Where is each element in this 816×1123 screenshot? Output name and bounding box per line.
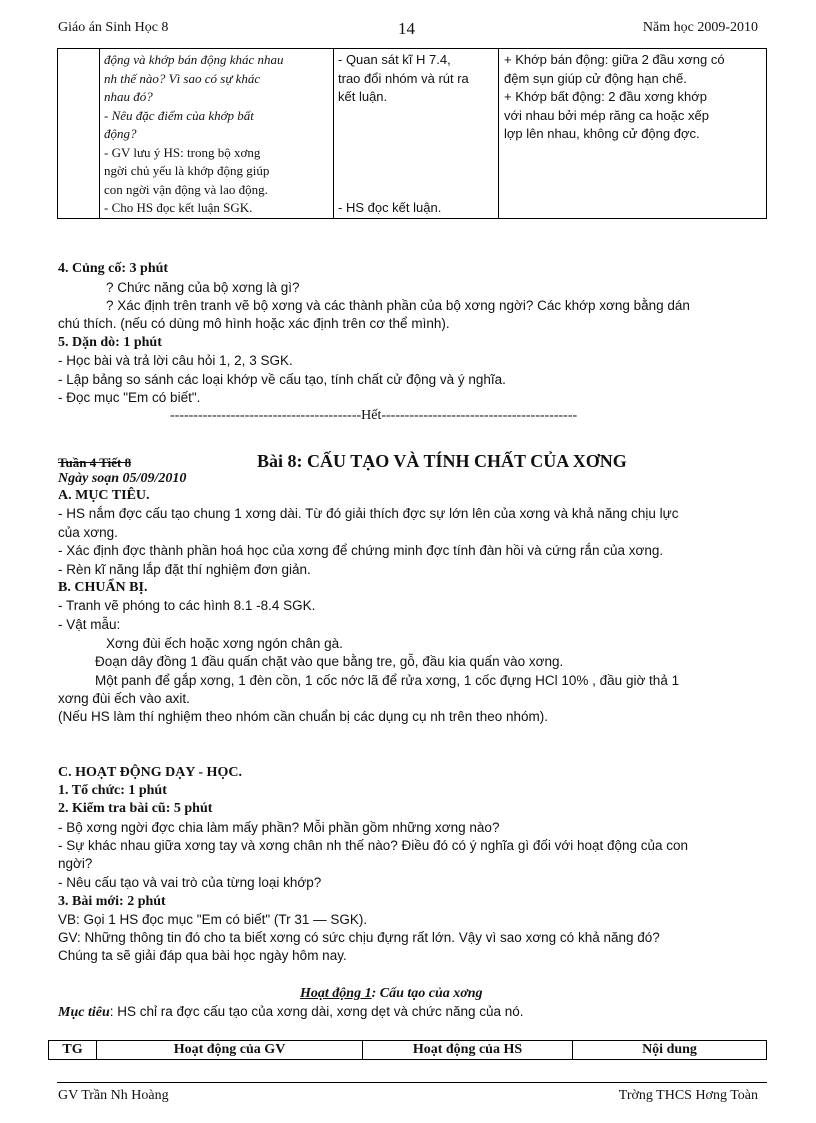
- sectionC-title: C. HOẠT ĐỘNG DẠY - HỌC.: [58, 765, 242, 780]
- sectionC-review: - Sự khác nhau giữa xơng tay và xơng chân nh thế nào? Điều đó có ý nghĩa gì đối với hoạt động của con: [58, 838, 689, 853]
- col-content-line: + Khớp bán động: giữa 2 đầu xơng có: [504, 52, 725, 67]
- col-gv-line: - Cho HS đọc kết luận SGK.: [104, 200, 253, 215]
- col-hs-line: trao đổi nhóm và rút ra: [338, 70, 469, 86]
- sectionB-line: Xơng đùi ếch hoặc xơng ngón chân gà.: [106, 636, 343, 651]
- lesson-title-text: CẤU TẠO VÀ TÍNH CHẤT CỦA XƠNG: [307, 451, 627, 471]
- sectionA-line: - Rèn kĩ năng lắp đặt thí nghiệm đơn giản.: [58, 562, 311, 577]
- lesson-title: [257, 451, 627, 472]
- section5-item: - Lập bảng so sánh các loại khớp về cấu tạo, tính chất cử động và ý nghĩa.: [58, 372, 506, 387]
- sectionB-line: (Nếu HS làm thí nghiệm theo nhóm cần chuẩn bị các dụng cụ nh trên theo nhóm).: [58, 709, 549, 724]
- sectionC-step3: 3. Bài mới: 2 phút: [58, 894, 166, 909]
- activity-goal: [58, 1004, 524, 1021]
- col-hs-line: - Quan sát kĩ H 7.4,: [338, 52, 451, 67]
- sectionB-line: - Vật mẫu:: [58, 617, 121, 632]
- table-header-cell: Nội dung: [642, 1042, 697, 1057]
- section4-q2b: chú thích. (nếu có dùng mô hình hoặc xác định trên cơ thể mình).: [58, 316, 450, 331]
- sectionC-gv: GV: Những thông tin đó cho ta biết xơng có sức chịu đựng rất lớn. Vậy vì sao xơng có khả năng đó?: [58, 930, 660, 945]
- col-gv-line: động?: [104, 126, 137, 141]
- page-number: 14: [398, 19, 415, 38]
- sectionC-vb: VB: Gọi 1 HS đọc mục "Em có biết" (Tr 31 — SGK).: [58, 912, 368, 927]
- col-gv-line: ngời chủ yếu là khớp động giúp: [104, 163, 270, 178]
- table-header-cell: Hoạt động của HS: [363, 1041, 573, 1059]
- sectionB-line: Một panh để gắp xơng, 1 đèn cồn, 1 cốc nớc lã để rửa xơng, 1 cốc đựng HCl 10% , đầu giờ thả 1: [95, 673, 680, 688]
- activity-title-label: Hoạt động 1: [300, 986, 372, 1001]
- table-col-content: [504, 51, 766, 144]
- table-divider: [99, 49, 100, 218]
- lesson-week: Tuần 4 Tiết 8: [58, 455, 132, 470]
- col-gv-line: động và khớp bán động khác nhau: [104, 52, 284, 67]
- col-hs-last: - HS đọc kết luận.: [338, 200, 442, 215]
- table-col-hs: [338, 51, 496, 107]
- sectionB-line: xơng đùi ếch vào axit.: [58, 691, 190, 706]
- section5-title: 5. Dặn dò: 1 phút: [58, 335, 162, 350]
- section4-title: 4. Củng cố: 3 phút: [58, 261, 169, 276]
- table-header-cell: TG: [49, 1041, 97, 1059]
- sectionB-line: - Tranh vẽ phóng to các hình 8.1 -8.4 SGK.: [58, 598, 316, 613]
- header-left: Giáo án Sinh Học 8: [58, 20, 169, 35]
- col-content-line: với nhau bởi mép răng ca hoặc xếp: [504, 107, 709, 123]
- col-gv-line: con ngời vận động và lao động.: [104, 181, 268, 197]
- lesson-date: Ngày soạn 05/09/2010: [58, 471, 187, 486]
- end-divider: -----------------------------------------Hết------------------------------------------: [170, 408, 578, 423]
- activity-title-rest: : Cấu tạo của xơng: [371, 986, 483, 1001]
- sectionA-line: của xơng.: [58, 525, 118, 540]
- sectionB-title: B. CHUẨN BỊ.: [58, 580, 148, 595]
- col-gv-line: nhau đó?: [104, 89, 153, 104]
- continuation-table: [57, 48, 767, 219]
- footer-left: GV Trần Nh Hoàng: [58, 1088, 169, 1103]
- footer-right: Trờng THCS Hơng Toàn: [618, 1088, 758, 1103]
- col-content-line: lợp lên nhau, không cử động đợc.: [504, 126, 700, 141]
- table-divider: [498, 49, 499, 218]
- sectionC-review: ngời?: [58, 856, 93, 871]
- sectionC-step1: 1. Tổ chức: 1 phút: [58, 783, 167, 798]
- col-gv-line: - GV lưu ý HS: trong bộ xơng: [104, 144, 261, 160]
- activity-table-header: [48, 1040, 767, 1060]
- sectionA-title: A. MỤC TIÊU.: [58, 488, 150, 503]
- section4-q1: ? Chức năng của bộ xơng là gì?: [106, 280, 300, 295]
- table-col-gv: [104, 51, 330, 218]
- sectionC-review: - Bộ xơng ngời đợc chia làm mấy phần? Mỗi phần gồm những xơng nào?: [58, 820, 500, 835]
- sectionC-review: - Nêu cấu tạo và vai trò của từng loại khớp?: [58, 875, 322, 890]
- col-gv-line: nh thế nào? Vì sao có sự khác: [104, 70, 261, 86]
- sectionC-step2: 2. Kiểm tra bài cũ: 5 phút: [58, 801, 213, 816]
- col-content-line: + Khớp bất động: 2 đầu xơng khớp: [504, 89, 708, 104]
- activity-goal-label: Mục tiêu: [58, 1005, 110, 1020]
- col-content-line: đệm sụn giúp cử động hạn chế.: [504, 70, 687, 86]
- section5-item: - Đọc mục "Em có biết".: [58, 390, 201, 405]
- footer-rule: [57, 1082, 767, 1083]
- col-gv-line: - Nêu đặc điểm của khớp bất: [104, 107, 254, 123]
- sectionA-line: - HS nắm đợc cấu tạo chung 1 xơng dài. Từ đó giải thích đợc sự lớn lên của xơng và khả năng chịu lực: [58, 506, 679, 521]
- sectionB-line: Đoạn dây đồng 1 đầu quấn chặt vào que bằng tre, gỗ, đầu kia quấn vào xơng.: [95, 654, 564, 669]
- lesson-title-prefix: Bài 8:: [257, 451, 303, 471]
- table-divider: [333, 49, 334, 218]
- sectionA-line: - Xác định đợc thành phần hoá học của xơng để chứng minh đợc tính đàn hồi và cứng rắn của xơng.: [58, 543, 664, 558]
- activity-title: [300, 986, 483, 1002]
- activity-goal-text: : HS chỉ ra đợc cấu tạo của xơng dài, xơng dẹt và chức năng của nó.: [109, 1004, 524, 1019]
- table-header-cell: Hoạt động của GV: [97, 1041, 363, 1059]
- col-hs-line: kết luận.: [338, 89, 388, 104]
- section5-item: - Học bài và trả lời câu hỏi 1, 2, 3 SGK.: [58, 353, 293, 368]
- header-right: Năm học 2009-2010: [642, 20, 758, 35]
- section4-q2a: ? Xác định trên tranh vẽ bộ xơng và các thành phần của bộ xơng ngời? Các khớp xơng bằng dán: [106, 298, 690, 313]
- sectionC-gv: Chúng ta sẽ giải đáp qua bài học ngày hôm nay.: [58, 948, 347, 963]
